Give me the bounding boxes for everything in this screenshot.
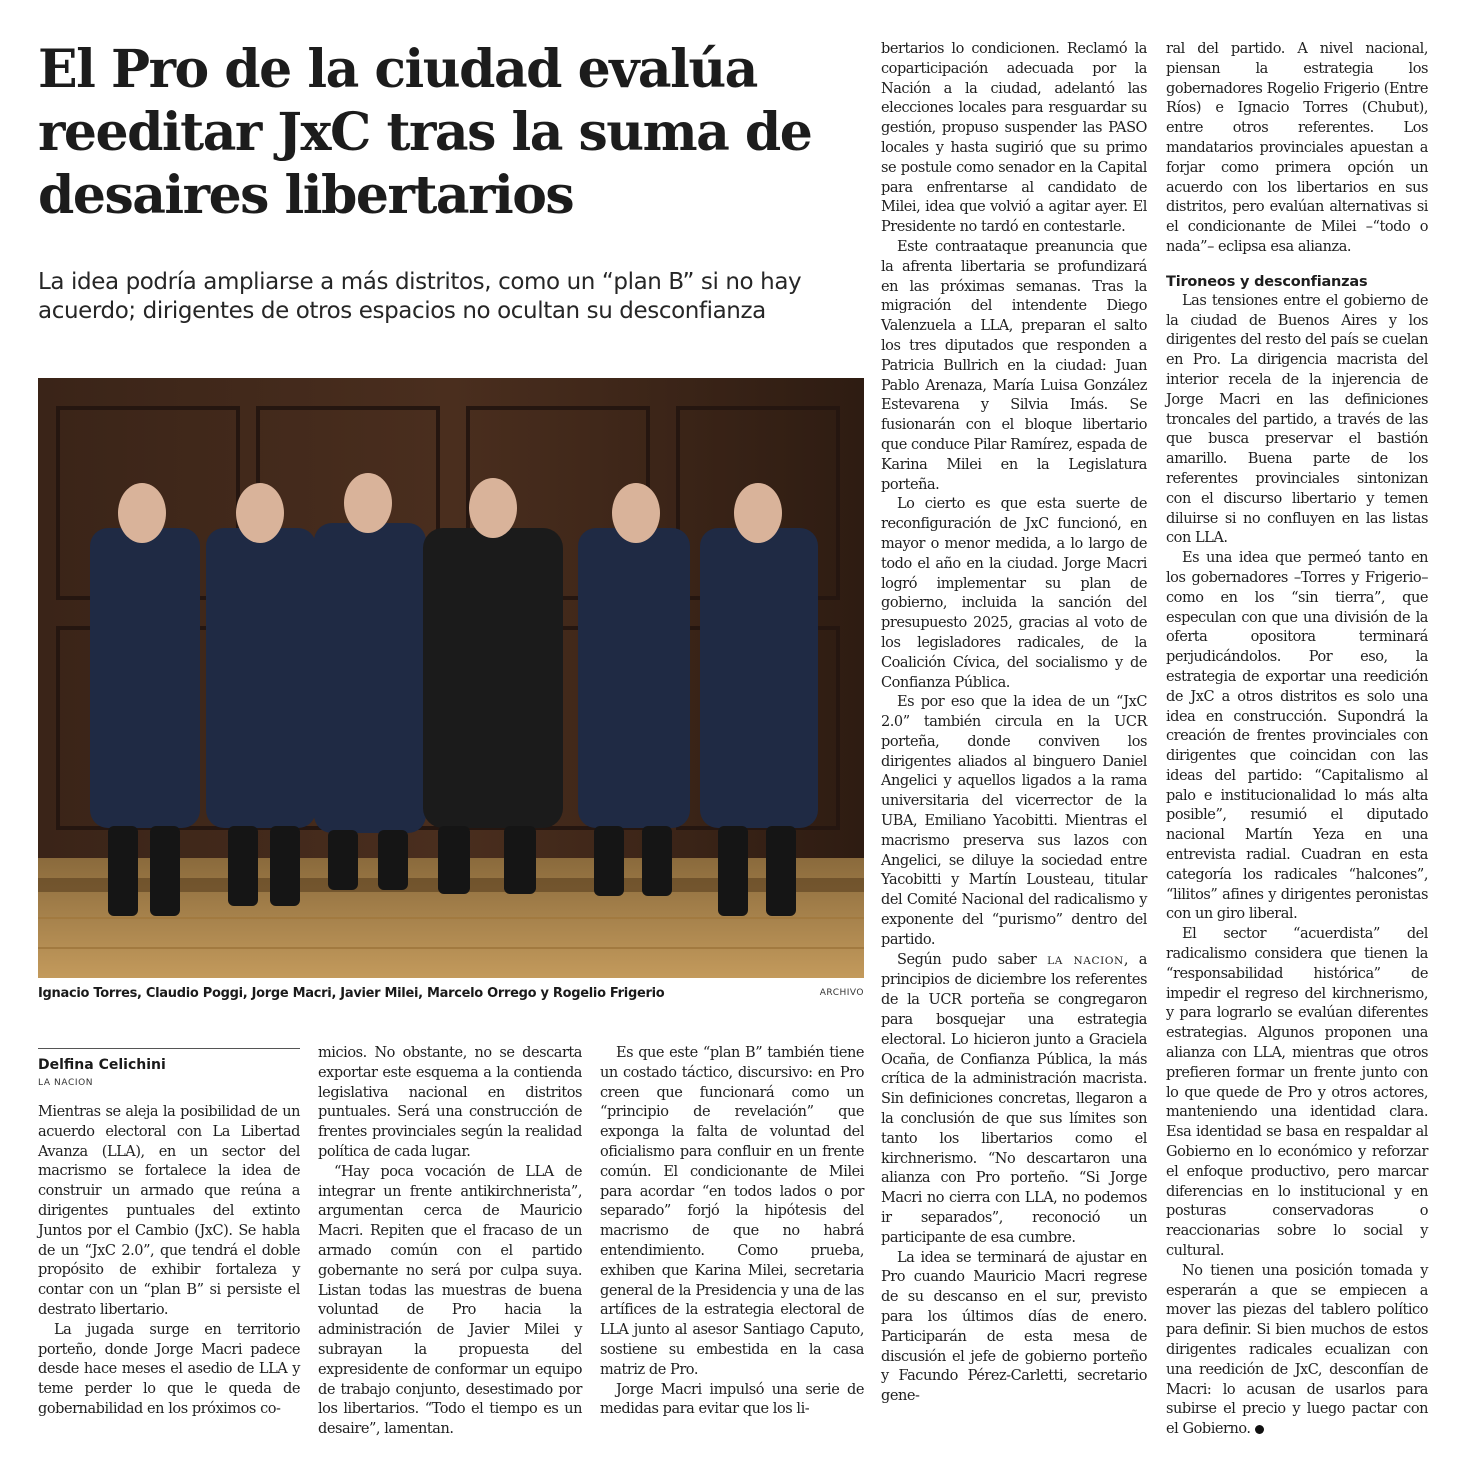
group-photo-illustration (38, 378, 864, 978)
headline-line: desaires libertarios (38, 165, 574, 226)
paragraph: La idea se terminará de ajustar en Pro cuando Mauricio Macri regrese de su descanso en el sur, previsto para los últimos días de enero. Participarán de esta mesa de discusión el jefe de gobierno porteño y Facundo Pérez-Carletti, secretario gene- (881, 1249, 1147, 1405)
paragraph: Las tensiones entre el gobierno de la ciudad de Buenos Aires y los dirigentes del resto del país se cuelan en Pro. La dirigencia macrista del interior recela de la injerencia de Jorge Macri en las definiciones troncales del partido, a través de las que busca preservar el bastión amarillo. Buena parte de los referentes provinciales sintonizan con el discurso libertario y temen diluirse si no confluyen en las listas con LLA. (1166, 292, 1428, 547)
paragraph-text: Según pudo saber (897, 951, 1037, 968)
subheadline (38, 268, 858, 326)
article-column-1 (38, 1103, 300, 1420)
section-subheading: Tironeos y desconfianzas (1166, 273, 1368, 290)
paragraph: micios. No obstante, no se descarta exportar este esquema a la contienda legislativa nacional en distritos puntuales. Será una construcción de frentes provinciales según la realidad política de cada lugar. (318, 1045, 582, 1160)
paragraph: Es una idea que permeó tanto en los gobernadores –Torres y Frigerio– como en los “sin tierra”, que especulan con que una división de la oferta opositora terminará perjudicándolos. Por eso, la estrategia de exportar una reedición de JxC a otros distritos es solo una idea en construcción. Supondrá la creación de frentes provinciales con dirigentes que coincidan con las ideas del partido: “Capitalismo al palo e institucionalidad lo más alta posible”, resumió el diputado nacional Martín Yeza en una entrevista radial. Cuadran en esta categoría los radicales “halcones”, “lilitos” afines y dirigentes peronistas con un giro liberal. (1166, 550, 1428, 923)
byline-author: Delfina Celichini (38, 1057, 166, 1073)
end-of-article-icon (1255, 1425, 1264, 1434)
byline-source: LA NACION (38, 1078, 94, 1088)
group-photo (38, 378, 864, 978)
paragraph: Es que este “plan B” también tiene un costado táctico, discursivo: en Pro creen que funcionará como un “principio de revelación” que exponga la falta de voluntad del oficialismo para confluir en un frente común. El condicionante de Milei para acordar “en todos lados o por separado” forjó la hipótesis del macrismo de que no habrá entendimiento. Como prueba, exhiben que Karina Milei, secretaria general de la Presidencia y una de las artífices de la estrategia electoral de LLA junto al asesor Santiago Caputo, sostiene su embestida en la casa matriz de Pro. (600, 1045, 864, 1378)
paragraph-text: No tienen una posición tomada y esperarán a que se empiecen a mover las piezas del tablero político para definir. Si bien muchos de estos dirigentes radicales ecualizan con una reedición de JxC, desconfían de Macri: lo acusan de usarlos para subirse el precio y luego pactar con el Gobierno. (1166, 1262, 1428, 1438)
paragraph: ral del partido. A nivel nacional, piensan la estrategia los gobernadores Rogelio Frigerio (Entre Ríos) e Ignacio Torres (Chubut), entre otros referentes. Los mandatarios provinciales apuestan a forjar como primera opción un acuerdo con los libertarios en sus distritos, pero evalúan alternativas si el condicionante de Milei –“todo o nada”– eclipsa esa alianza. (1166, 41, 1428, 255)
paragraph-text: , a principios de diciembre los referentes de la UCR porteña se congregaron para bosquejar una estrategia electoral. Lo hicieron junto a Graciela Ocaña, de Confianza Pública, la más crítica de la administración macrista. Sin definiciones concretas, llegaron a la conclusión de que sus límites son tanto los libertarios como el kirchnerismo. “No descartaron una alianza con Pro porteño. “Si Jorge Macri no cierra con LLA, no podemos ir separados”, reconoció un participante de esa cumbre. (881, 951, 1147, 1246)
publication-name: LA NACION (1047, 954, 1124, 967)
headline-line: reeditar JxC tras la suma de (38, 102, 812, 163)
paragraph: Jorge Macri impulsó una serie de medidas para evitar que los li- (600, 1381, 864, 1418)
article-column-2 (318, 1044, 582, 1440)
subheadline-line: La idea podría ampliarse a más distritos, como un “plan B” si no hay (38, 269, 802, 295)
article-column-4 (881, 40, 1147, 1407)
paragraph (1166, 1262, 1428, 1440)
paragraph: bertarios lo condicionen. Reclamó la coparticipación adecuada por la Nación a la ciudad, adelantó las elecciones locales para resguardar su gestión, propuso suspender las PASO locales y hasta sugirió que su primo se postule como senador en la Capital para enfrentarse al candidato de Milei, idea que volvió a agitar ayer. El Presidente no tardó en contestarle. (881, 41, 1147, 236)
article-column-3 (600, 1044, 864, 1420)
paragraph (881, 951, 1147, 1249)
paragraph: Este contraataque preanuncia que la afrenta libertaria se profundizará en las próximas semanas. Tras la migración del intendente Diego Valenzuela a LLA, preparan el salto los tres diputados que responden a Patricia Bullrich en la ciudad: Juan Pablo Arenaza, María Luisa González Estevarena y Silvia Imás. Se fusionarán con el bloque libertario que conduce Pilar Ramírez, espada de Karina Milei en la Legislatura porteña. (881, 238, 1147, 493)
headline-line: El Pro de la ciudad evalúa (38, 39, 757, 100)
photo-caption: Ignacio Torres, Claudio Poggi, Jorge Macri, Javier Milei, Marcelo Orrego y Rogelio Frigerio (38, 986, 665, 1001)
paragraph: “Hay poca vocación de LLA de integrar un frente antikirchnerista”, argumentan cerca de Mauricio Macri. Repiten que el fracaso de un armado común con el partido gobernante no será por culpa suya. Listan todas las muestras de buena voluntad de Pro hacia la administración de Javier Milei y subrayan la propuesta del expresidente de conformar un equipo de trabajo conjunto, desestimado por los libertarios. “Todo el tiempo es un desaire”, lamentan. (318, 1163, 582, 1438)
paragraph: Es por eso que la idea de un “JxC 2.0” también circula en la UCR porteña, donde conviven los dirigentes aliados al binguero Daniel Angelici y aquellos ligados a la rama universitaria del vicerrector de la UBA, Emiliano Yacobitti. Mientras el macrismo preserva sus lazos con Angelici, se diluye la sociedad entre Yacobitti y Martín Lousteau, titular del Comité Nacional del radicalismo y exponente del “purismo” dentro del partido. (881, 694, 1147, 948)
paragraph: Mientras se aleja la posibilidad de un acuerdo electoral con La Libertad Avanza (LLA), en un sector del macrismo se fortalece la idea de construir un armado que reúna a dirigentes puntuales del extinto Juntos por el Cambio (JxC). Se habla de un “JxC 2.0”, que tendrá el doble propósito de exhibir fortaleza y contar con un “plan B” si persiste el destrato libertario. (38, 1104, 300, 1318)
article-column-5 (1166, 40, 1428, 1440)
headline (38, 38, 858, 227)
subheadline-line: acuerdo; dirigentes de otros espacios no ocultan su desconfianza (38, 298, 766, 324)
paragraph: Lo cierto es que esta suerte de reconfiguración de JxC funcionó, en mayor o menor medida, a lo largo de todo el año en la ciudad. Jorge Macri logró implementar su plan de gobierno, incluida la sanción del presupuesto 2025, gracias al voto de los legisladores radicales, de la Coalición Cívica, del socialismo y de Confianza Pública. (881, 496, 1147, 691)
photo-credit: ARCHIVO (819, 988, 864, 998)
byline-divider (38, 1048, 300, 1049)
paragraph: El sector “acuerdista” del radicalismo considera que tienen la “responsabilidad histórica” de impedir el regreso del kirchnerismo, y para lograrlo se evalúan diferentes estrategias. Algunos proponen una alianza con LLA, mientras que otros prefieren formar un frente junto con lo que quede de Pro y otros actores, manteniendo una identidad clara. Esa identidad se basa en respaldar al Gobierno en lo económico y reforzar el enfoque productivo, pero marcar diferencias en lo institucional y en posturas conservadoras o reaccionarias sobre lo social y cultural. (1166, 926, 1428, 1260)
paragraph: La jugada surge en territorio porteño, donde Jorge Macri padece desde hace meses el asedio de LLA y teme perder lo que le queda de gobernabilidad en los próximos co- (38, 1321, 300, 1417)
